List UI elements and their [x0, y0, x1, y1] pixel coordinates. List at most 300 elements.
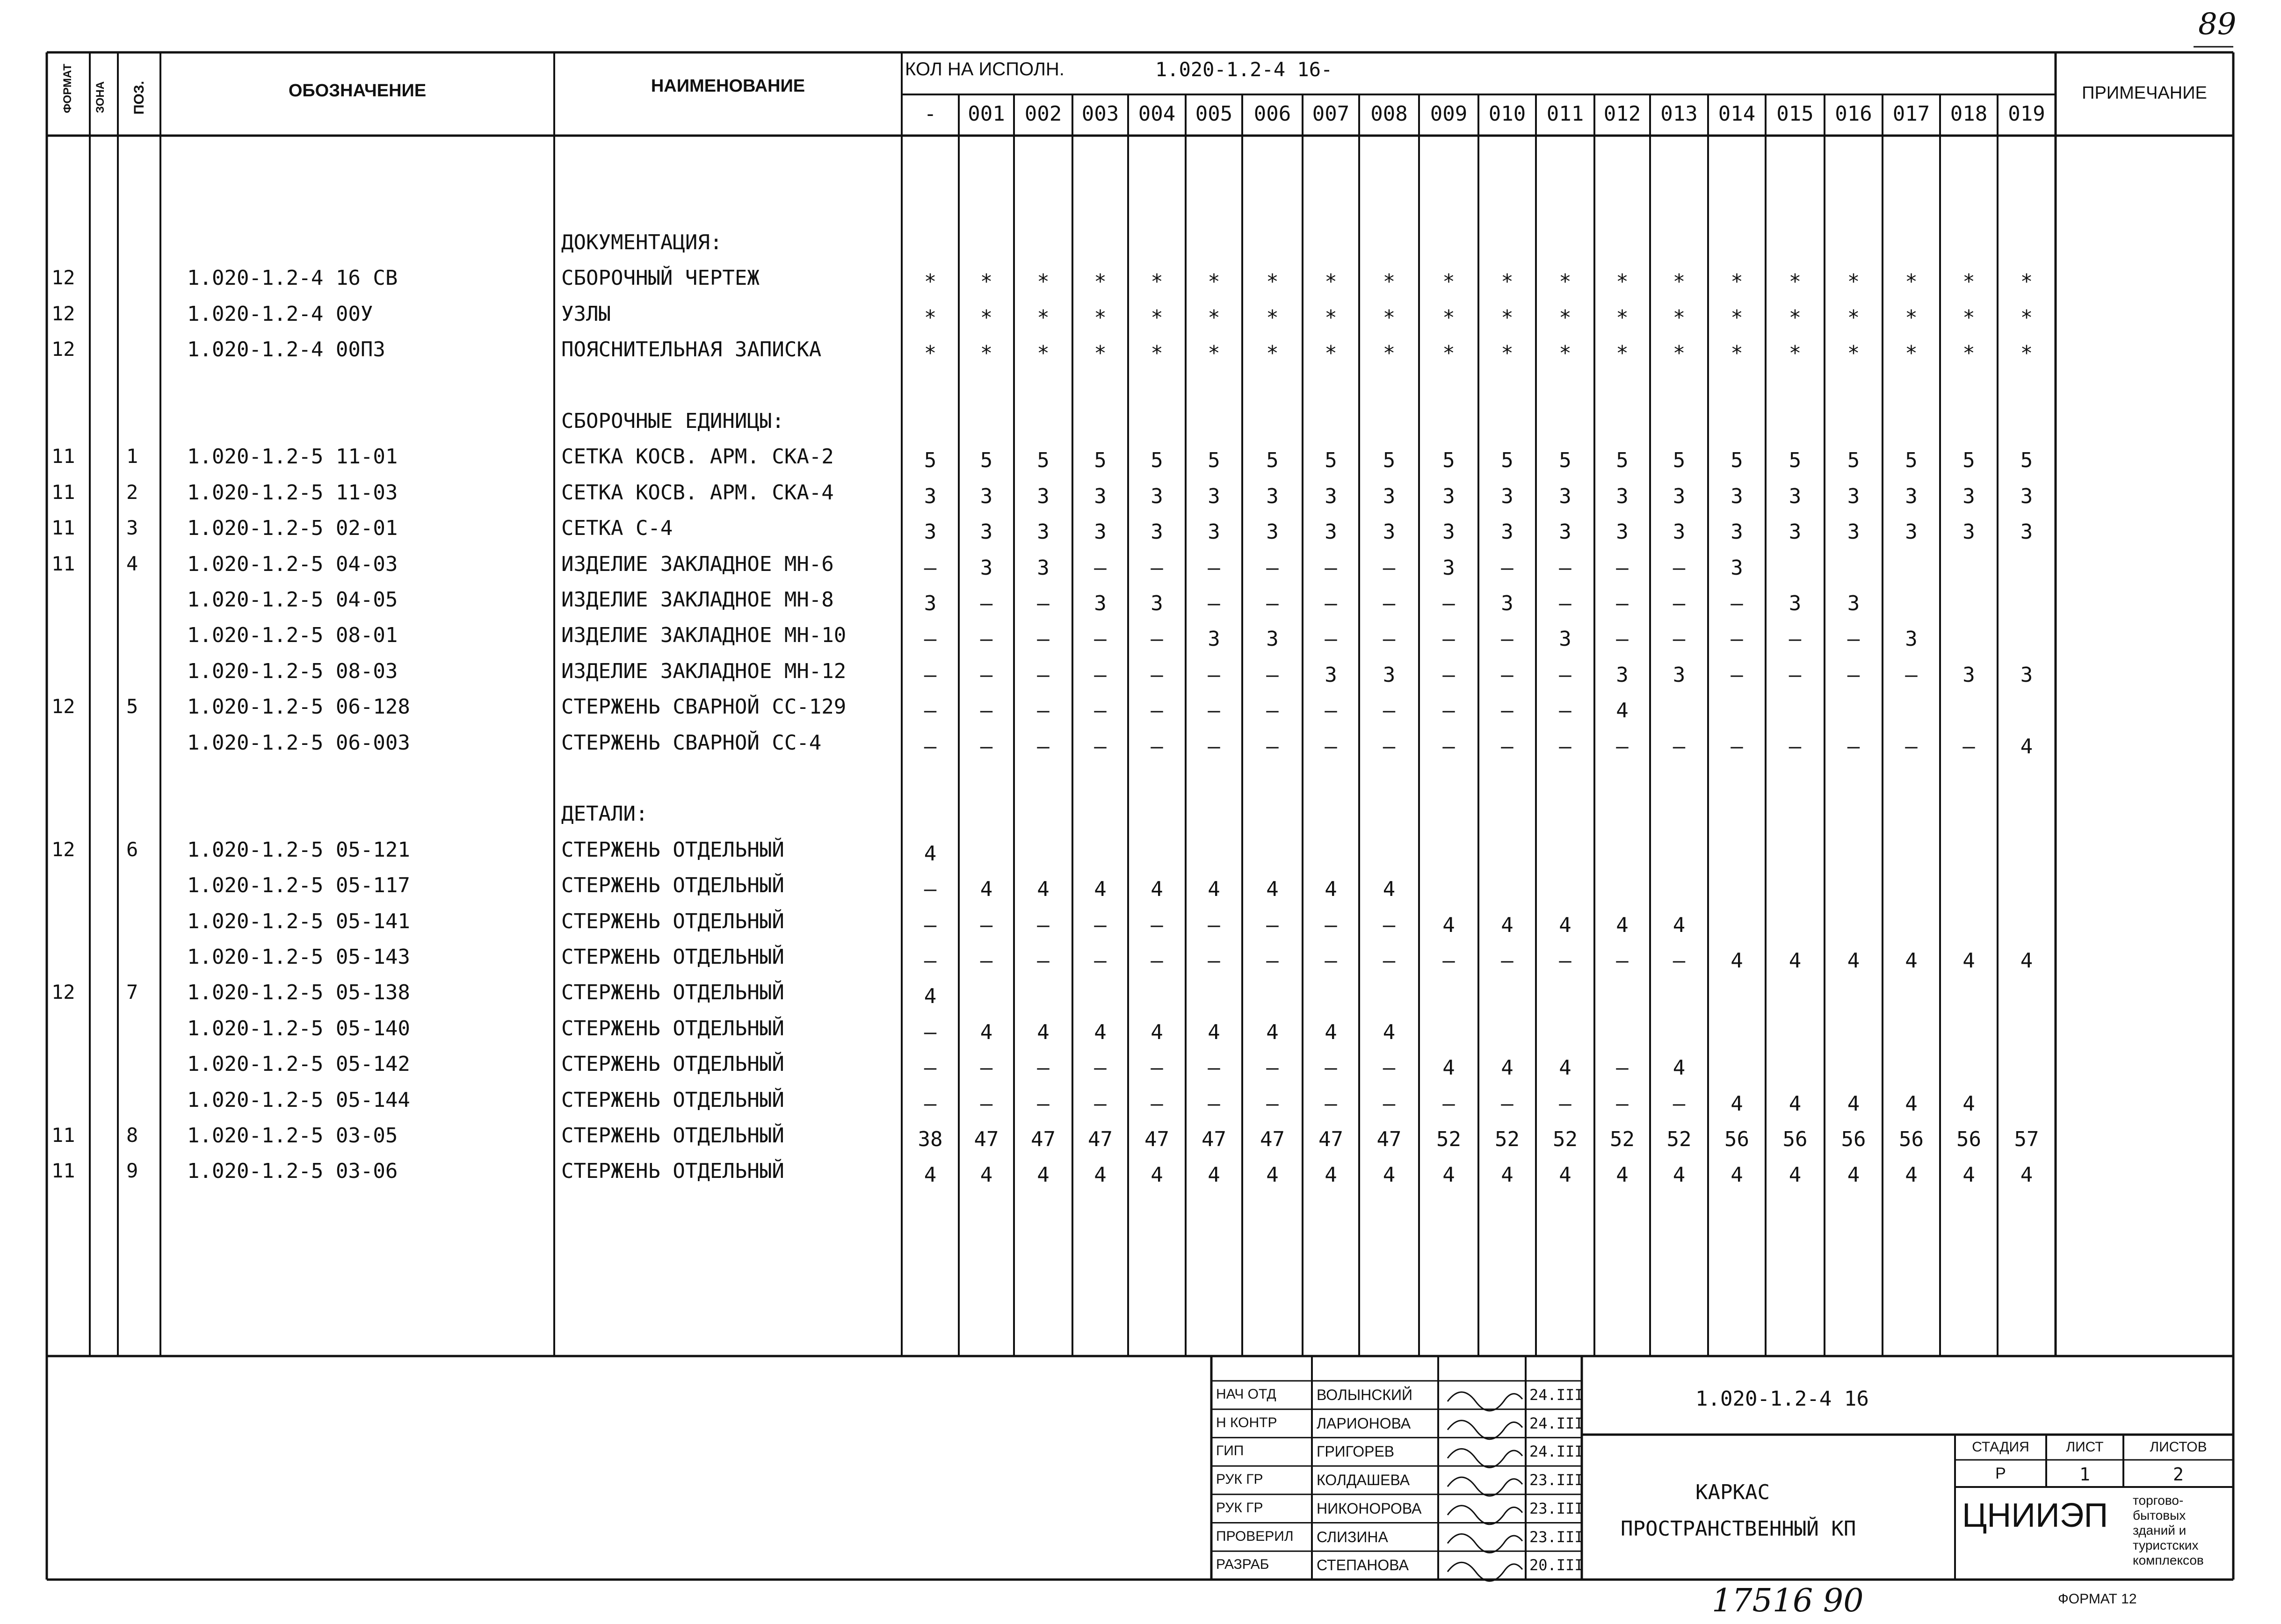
qty-cell: 47 [1202, 1127, 1226, 1151]
qty-cell: * [924, 305, 937, 330]
qty-cell: 4 [1442, 913, 1455, 937]
qty-cell: * [1962, 270, 1975, 294]
qty-cell: 4 [924, 984, 937, 1009]
qty-cell: – [1151, 949, 1163, 973]
qty-cell: * [1559, 341, 1571, 366]
row-name: СТЕРЖЕНЬ ОТДЕЛЬНЫЙ [561, 837, 784, 862]
qty-cell: * [2020, 270, 2033, 294]
row-designation: 1.020-1.2-5 03-06 [187, 1159, 398, 1184]
qty-cell: 4 [1962, 1163, 1975, 1187]
qty-cell: – [924, 734, 937, 758]
qty-cell: * [1094, 305, 1107, 330]
qty-cell: 4 [1616, 699, 1629, 723]
qty-cell: – [980, 734, 993, 758]
qty-cell: 3 [1325, 663, 1337, 687]
qty-cell: – [924, 627, 937, 651]
qty-cell: 3 [1094, 520, 1107, 544]
qty-cell: 4 [1616, 913, 1629, 937]
qty-cell: 47 [1318, 1127, 1343, 1151]
row-name: ДЕТАЛИ: [561, 802, 648, 826]
qty-cell: – [1905, 663, 1918, 687]
qty-cell: 52 [1553, 1127, 1578, 1151]
header-variant: 001 [968, 102, 1005, 126]
qty-cell: 3 [1325, 484, 1337, 508]
qty-cell: 5 [1151, 448, 1163, 473]
row-name: СТЕРЖЕНЬ ОТДЕЛЬНЫЙ [561, 1088, 784, 1112]
qty-cell: – [1673, 556, 1686, 580]
qty-cell: – [1673, 592, 1686, 615]
qty-cell: 5 [1266, 448, 1279, 473]
title-org-sub: туристских [2133, 1538, 2199, 1552]
qty-cell: 3 [1151, 592, 1163, 615]
qty-cell: – [1501, 627, 1513, 651]
qty-cell: * [1559, 305, 1571, 330]
qty-cell: 3 [1616, 484, 1629, 508]
qty-cell: – [1616, 1091, 1629, 1116]
qty-cell: 4 [1905, 1163, 1918, 1187]
qty-cell: – [1094, 699, 1107, 723]
qty-cell: – [1037, 734, 1050, 758]
row-format: 11 [51, 516, 75, 540]
row-designation: 1.020-1.2-5 08-03 [187, 659, 398, 683]
qty-cell: 4 [1383, 1020, 1396, 1044]
qty-cell: 4 [1383, 877, 1396, 902]
qty-cell: 3 [1037, 484, 1050, 508]
qty-cell: * [1442, 341, 1455, 366]
header-name: НАИМЕНОВАНИЕ [651, 76, 805, 96]
qty-cell: – [1325, 1056, 1337, 1080]
qty-cell: 56 [1899, 1127, 1924, 1151]
qty-cell: 3 [980, 556, 993, 580]
qty-cell: 3 [1151, 520, 1163, 544]
header-variant: 013 [1660, 102, 1698, 126]
qty-cell: – [1208, 734, 1220, 758]
row-designation: 1.020-1.2-5 05-142 [187, 1052, 410, 1076]
qty-cell: – [1266, 734, 1279, 758]
qty-cell: – [1559, 734, 1571, 758]
title-date: 20.III [1529, 1556, 1584, 1574]
qty-cell: – [924, 1091, 937, 1116]
qty-cell: * [1151, 270, 1163, 294]
qty-cell: * [1037, 270, 1050, 294]
qty-cell: – [1501, 556, 1513, 580]
row-name: ИЗДЕЛИЕ ЗАКЛАДНОЕ МН-12 [561, 659, 847, 683]
qty-cell: 4 [980, 1163, 993, 1187]
title-name-line2: ПРОСТРАНСТВЕННЫЙ КП [1621, 1517, 1856, 1541]
qty-cell: – [1383, 1056, 1396, 1080]
qty-cell: * [1616, 305, 1629, 330]
qty-cell: – [1383, 627, 1396, 651]
qty-cell: – [1501, 1091, 1513, 1116]
qty-cell: – [1847, 734, 1860, 758]
qty-cell: 4 [1673, 1056, 1686, 1080]
qty-cell: – [1789, 627, 1802, 651]
qty-cell: 3 [1094, 484, 1107, 508]
qty-cell: 3 [1208, 627, 1220, 651]
qty-cell: * [980, 305, 993, 330]
qty-cell: 4 [1208, 1163, 1220, 1187]
qty-cell: 4 [1731, 1163, 1743, 1187]
qty-cell: 57 [2014, 1127, 2039, 1151]
row-designation: 1.020-1.2-5 05-138 [187, 981, 410, 1005]
row-designation: 1.020-1.2-5 06-128 [187, 695, 410, 719]
row-designation: 1.020-1.2-5 11-03 [187, 480, 398, 505]
qty-cell: * [1208, 270, 1220, 294]
qty-cell: – [1208, 699, 1220, 723]
qty-cell: * [1789, 270, 1802, 294]
title-org: ЦНИИЭП [1962, 1497, 2108, 1534]
qty-cell: – [1094, 627, 1107, 651]
header-variant: 008 [1370, 102, 1408, 126]
qty-cell: 3 [1905, 627, 1918, 651]
title-role: РУК ГР [1216, 1500, 1263, 1516]
row-name: СБОРОЧНЫЕ ЕДИНИЦЫ: [561, 409, 784, 433]
qty-cell: – [1383, 699, 1396, 723]
qty-cell: 4 [1789, 1091, 1802, 1116]
row-format: 12 [51, 837, 75, 861]
qty-cell: – [1094, 1091, 1107, 1116]
qty-cell: 5 [1559, 448, 1571, 473]
row-name: ДОКУМЕНТАЦИЯ: [561, 231, 723, 254]
qty-cell: * [1094, 270, 1107, 294]
qty-cell: – [1037, 913, 1050, 937]
qty-cell: 3 [1037, 556, 1050, 580]
qty-cell: 3 [1266, 484, 1279, 508]
qty-cell: 47 [1031, 1127, 1056, 1151]
qty-cell: * [2020, 341, 2033, 366]
qty-cell: 3 [924, 520, 937, 544]
qty-cell: * [1151, 305, 1163, 330]
qty-cell: * [1905, 270, 1918, 294]
qty-cell: 4 [1501, 913, 1513, 937]
footer-format: ФОРМАТ 12 [2058, 1591, 2137, 1607]
row-designation: 1.020-1.2-5 05-121 [187, 837, 410, 862]
qty-cell: 3 [1905, 484, 1918, 508]
row-format: 11 [51, 480, 75, 504]
qty-cell: – [1266, 592, 1279, 615]
qty-cell: – [1151, 627, 1163, 651]
qty-cell: 4 [1037, 1163, 1050, 1187]
qty-cell: 3 [1383, 663, 1396, 687]
qty-cell: – [1208, 663, 1220, 687]
qty-cell: – [1151, 734, 1163, 758]
title-name: СТЕПАНОВА [1317, 1557, 1409, 1574]
qty-cell: – [1037, 627, 1050, 651]
qty-cell: – [1383, 556, 1396, 580]
qty-cell: – [1094, 1056, 1107, 1080]
row-format: 12 [51, 695, 75, 718]
title-date: 23.III [1529, 1471, 1584, 1489]
qty-cell: 4 [1208, 1020, 1220, 1044]
qty-cell: * [1905, 341, 1918, 366]
qty-cell: * [1325, 270, 1337, 294]
header-variant: 009 [1430, 102, 1468, 126]
qty-cell: – [980, 1091, 993, 1116]
qty-cell: 4 [1208, 877, 1220, 902]
header-zone: ЗОНА [94, 81, 107, 113]
qty-cell: * [924, 270, 937, 294]
qty-cell: * [1847, 305, 1860, 330]
qty-cell: 5 [1383, 448, 1396, 473]
qty-cell: – [1094, 734, 1107, 758]
qty-cell: 4 [1673, 1163, 1686, 1187]
qty-cell: * [1037, 341, 1050, 366]
qty-cell: – [1325, 913, 1337, 937]
qty-cell: – [1616, 734, 1629, 758]
qty-cell: 3 [1962, 663, 1975, 687]
header-variant: 005 [1195, 102, 1233, 126]
row-name: СТЕРЖЕНЬ ОТДЕЛЬНЫЙ [561, 1016, 784, 1040]
header-variant: 016 [1835, 102, 1872, 126]
header-variant: 004 [1138, 102, 1176, 126]
qty-cell: 3 [1442, 484, 1455, 508]
qty-cell: – [924, 1056, 937, 1080]
qty-cell: 3 [1847, 592, 1860, 615]
row-designation: 1.020-1.2-5 05-117 [187, 873, 410, 898]
qty-cell: 4 [924, 1163, 937, 1187]
signature [1448, 1392, 1522, 1411]
qty-cell: – [1266, 1091, 1279, 1116]
qty-cell: – [1616, 592, 1629, 615]
header-variant: 012 [1603, 102, 1641, 126]
row-format: 11 [51, 552, 75, 575]
qty-cell: 3 [1442, 520, 1455, 544]
qty-cell: * [1383, 341, 1396, 366]
title-org-sub: комплексов [2133, 1553, 2204, 1567]
qty-cell: * [1325, 305, 1337, 330]
qty-cell: – [1151, 663, 1163, 687]
qty-cell: – [1442, 663, 1455, 687]
row-name: СТЕРЖЕНЬ ОТДЕЛЬНЫЙ [561, 909, 784, 933]
qty-cell: * [1266, 270, 1279, 294]
qty-cell: * [924, 341, 937, 366]
qty-cell: * [1208, 341, 1220, 366]
qty-cell: * [1673, 270, 1686, 294]
title-role: ГИП [1216, 1443, 1244, 1459]
qty-cell: – [1789, 663, 1802, 687]
qty-cell: 4 [1325, 1163, 1337, 1187]
qty-cell: 3 [1037, 520, 1050, 544]
qty-cell: * [980, 270, 993, 294]
title-role: РАЗРАБ [1216, 1557, 1269, 1573]
qty-cell: * [1266, 341, 1279, 366]
qty-cell: – [1383, 734, 1396, 758]
row-designation: 1.020-1.2-5 04-03 [187, 552, 398, 576]
qty-cell: – [1037, 949, 1050, 973]
qty-cell: 4 [1673, 913, 1686, 937]
qty-cell: 4 [1094, 1020, 1107, 1044]
qty-cell: 3 [1789, 520, 1802, 544]
qty-cell: 4 [1847, 1163, 1860, 1187]
qty-cell: – [1905, 734, 1918, 758]
qty-cell: – [1208, 913, 1220, 937]
title-stage-label: СТАДИЯ [1972, 1439, 2029, 1455]
qty-cell: * [1962, 341, 1975, 366]
qty-cell: 4 [1559, 1056, 1571, 1080]
qty-cell: – [1559, 1091, 1571, 1116]
qty-cell: 4 [1442, 1056, 1455, 1080]
qty-cell: 3 [1616, 520, 1629, 544]
qty-cell: – [924, 877, 937, 902]
qty-cell: 3 [2020, 520, 2033, 544]
row-pos: 5 [126, 695, 138, 718]
title-sheet: 1 [2079, 1464, 2090, 1485]
row-designation: 1.020-1.2-5 05-144 [187, 1088, 410, 1112]
signature [1448, 1421, 1522, 1439]
qty-cell: * [1208, 305, 1220, 330]
qty-cell: – [924, 556, 937, 580]
title-name: КОЛДАШЕВА [1317, 1472, 1410, 1489]
qty-cell: 3 [1616, 663, 1629, 687]
header-variant: 014 [1718, 102, 1756, 126]
qty-cell: – [1325, 734, 1337, 758]
qty-cell: – [1442, 734, 1455, 758]
qty-cell: – [924, 949, 937, 973]
qty-cell: – [1325, 949, 1337, 973]
qty-cell: – [980, 592, 993, 615]
row-name: СТЕРЖЕНЬ ОТДЕЛЬНЫЙ [561, 1159, 784, 1184]
qty-cell: 5 [1037, 448, 1050, 473]
qty-cell: 3 [924, 484, 937, 508]
qty-cell: – [1559, 699, 1571, 723]
qty-cell: * [1673, 341, 1686, 366]
row-designation: 1.020-1.2-5 05-140 [187, 1016, 410, 1040]
qty-cell: * [1266, 305, 1279, 330]
qty-cell: – [1325, 699, 1337, 723]
qty-cell: 4 [1037, 1020, 1050, 1044]
title-name: НИКОНОРОВА [1317, 1500, 1422, 1517]
qty-cell: 3 [1559, 484, 1571, 508]
header-variant: 019 [2008, 102, 2045, 126]
qty-cell: – [1208, 949, 1220, 973]
row-name: ПОЯСНИТЕЛЬНАЯ ЗАПИСКА [561, 338, 822, 362]
qty-cell: – [1094, 913, 1107, 937]
qty-cell: * [1731, 270, 1743, 294]
qty-cell: 47 [1088, 1127, 1113, 1151]
row-format: 12 [51, 338, 75, 361]
qty-cell: 4 [1616, 1163, 1629, 1187]
qty-cell: * [1383, 305, 1396, 330]
header-variant: 015 [1776, 102, 1814, 126]
qty-cell: – [1208, 592, 1220, 615]
qty-cell: 4 [1501, 1163, 1513, 1187]
qty-cell: 3 [924, 592, 937, 615]
qty-cell: * [1731, 305, 1743, 330]
qty-cell: – [1037, 592, 1050, 615]
qty-cell: 3 [1151, 484, 1163, 508]
qty-cell: – [1442, 592, 1455, 615]
qty-cell: – [1037, 1091, 1050, 1116]
qty-cell: 5 [1731, 448, 1743, 473]
row-designation: 1.020-1.2-5 05-141 [187, 909, 410, 933]
title-sheet-label: ЛИСТ [2066, 1439, 2104, 1455]
qty-cell: 3 [2020, 663, 2033, 687]
signature [1448, 1449, 1522, 1467]
qty-cell: – [1037, 663, 1050, 687]
row-name: СТЕРЖЕНЬ СВАРНОЙ СС-129 [561, 695, 847, 719]
qty-cell: – [1673, 627, 1686, 651]
qty-cell: – [1325, 556, 1337, 580]
header-variant: 011 [1546, 102, 1584, 126]
qty-cell: – [980, 913, 993, 937]
qty-cell: – [1501, 663, 1513, 687]
qty-cell: 4 [1325, 877, 1337, 902]
qty-cell: 4 [1731, 949, 1743, 973]
qty-cell: * [1442, 270, 1455, 294]
qty-cell: 3 [1905, 520, 1918, 544]
header-variant: 018 [1950, 102, 1988, 126]
qty-cell: 3 [1673, 663, 1686, 687]
row-designation: 1.020-1.2-5 05-143 [187, 945, 410, 969]
row-name: ИЗДЕЛИЕ ЗАКЛАДНОЕ МН-10 [561, 623, 847, 648]
row-format: 12 [51, 266, 75, 289]
qty-cell: – [1442, 627, 1455, 651]
title-sheets: 2 [2173, 1464, 2184, 1485]
qty-cell: 4 [1731, 1091, 1743, 1116]
qty-cell: – [1383, 913, 1396, 937]
qty-cell: – [1325, 1091, 1337, 1116]
title-role: РУК ГР [1216, 1472, 1263, 1487]
title-sheets-label: ЛИСТОВ [2150, 1439, 2207, 1455]
qty-cell: 3 [980, 520, 993, 544]
row-name: СТЕРЖЕНЬ ОТДЕЛЬНЫЙ [561, 1052, 784, 1076]
qty-cell: – [1325, 627, 1337, 651]
qty-cell: * [1847, 270, 1860, 294]
title-role: Н КОНТР [1216, 1415, 1277, 1430]
qty-cell: 4 [2020, 734, 2033, 758]
row-name: СТЕРЖЕНЬ СВАРНОЙ СС-4 [561, 730, 822, 755]
qty-cell: 3 [980, 484, 993, 508]
qty-cell: – [1266, 913, 1279, 937]
qty-cell: * [1731, 341, 1743, 366]
row-pos: 8 [126, 1124, 138, 1147]
title-org-sub: зданий и [2133, 1523, 2187, 1537]
qty-cell: 3 [1094, 592, 1107, 615]
title-name: СЛИЗИНА [1317, 1528, 1388, 1545]
qty-cell: – [1731, 592, 1743, 615]
qty-cell: – [980, 663, 993, 687]
qty-cell: 56 [1724, 1127, 1749, 1151]
qty-cell: 4 [980, 877, 993, 902]
qty-cell: – [1501, 949, 1513, 973]
header-variant: 017 [1892, 102, 1930, 126]
qty-cell: 4 [2020, 1163, 2033, 1187]
qty-cell: 4 [1905, 949, 1918, 973]
header-qty-base: 1.020-1.2-4 16- [1155, 58, 1333, 81]
qty-cell: – [1673, 734, 1686, 758]
row-pos: 3 [126, 516, 138, 540]
row-name: СЕТКА КОСВ. АРМ. СКА-2 [561, 445, 834, 469]
qty-cell: – [1559, 556, 1571, 580]
qty-cell: – [980, 699, 993, 723]
row-designation: 1.020-1.2-5 04-05 [187, 588, 398, 612]
qty-cell: 4 [1442, 1163, 1455, 1187]
qty-cell: – [1383, 1091, 1396, 1116]
qty-cell: 3 [1325, 520, 1337, 544]
qty-cell: 4 [1325, 1020, 1337, 1044]
header-pos: ПОЗ. [131, 80, 147, 115]
qty-cell: – [1266, 1056, 1279, 1080]
qty-cell: 4 [1383, 1163, 1396, 1187]
qty-cell: 5 [980, 448, 993, 473]
qty-cell: 5 [1094, 448, 1107, 473]
qty-cell: * [1847, 341, 1860, 366]
qty-cell: 3 [1383, 520, 1396, 544]
qty-cell: 3 [1789, 484, 1802, 508]
qty-cell: – [1559, 949, 1571, 973]
qty-cell: 3 [1731, 484, 1743, 508]
qty-cell: * [1789, 341, 1802, 366]
